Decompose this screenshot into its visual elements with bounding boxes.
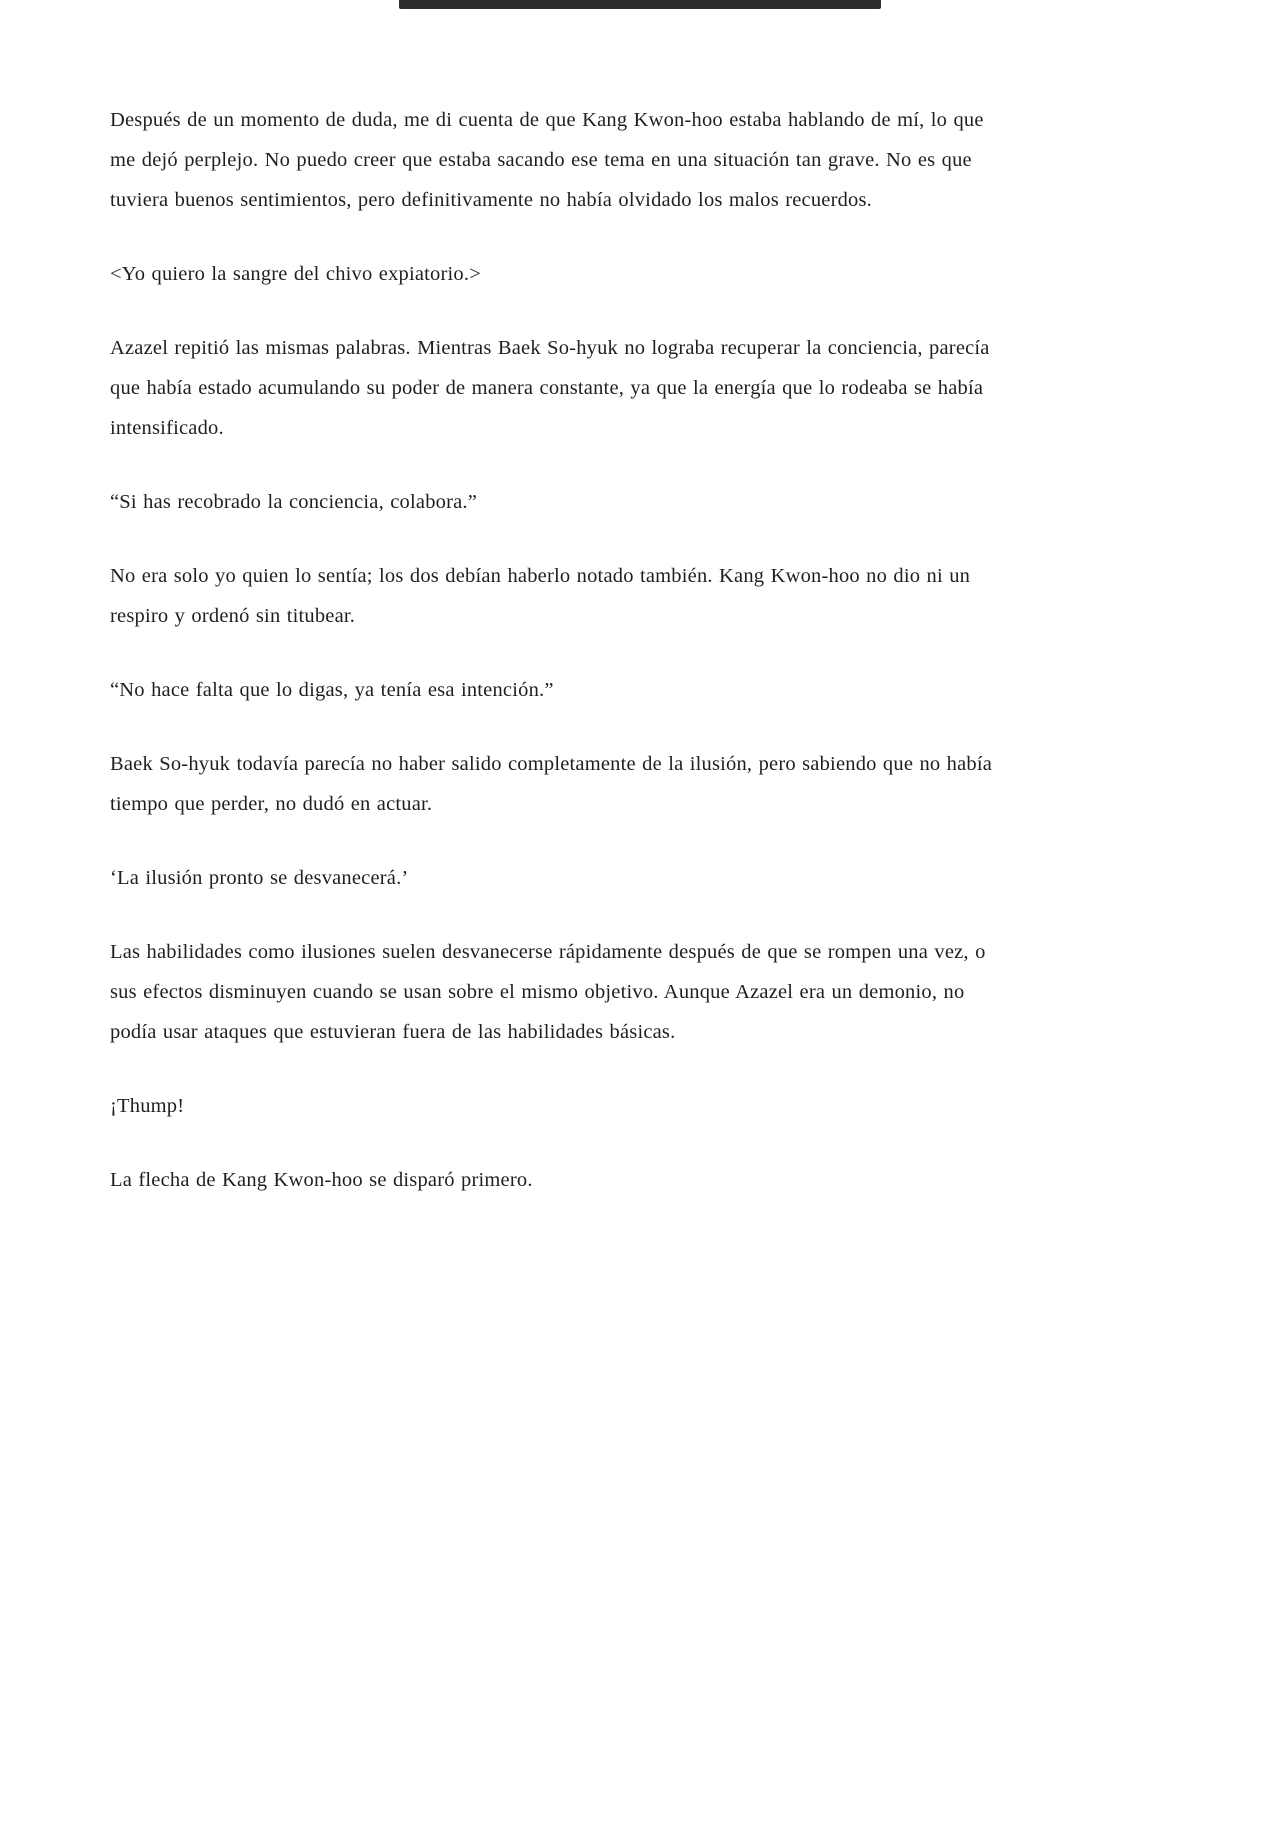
paragraph: ‘La ilusión pronto se desvanecerá.’: [110, 867, 409, 889]
paragraph: “No hace falta que lo digas, ya tenía esa intención.”: [110, 679, 554, 701]
paragraph: ¡Thump!: [110, 1095, 185, 1117]
paragraph: La flecha de Kang Kwon-hoo se disparó primero.: [110, 1169, 533, 1191]
paragraph: Baek So-hyuk todavía parecía no haber salido completamente de la ilusión, pero sabiendo que no había tiempo que perder, no dudó en actuar.: [110, 753, 993, 815]
paragraph: Las habilidades como ilusiones suelen desvanecerse rápidamente después de que se rompen una vez, o sus efectos disminuyen cuando se usan sobre el mismo objetivo. Aunque Azazel era un demonio, no podía usar ataques que estuvieran fuera de las habilidades básicas.: [110, 941, 986, 1043]
paragraph: <Yo quiero la sangre del chivo expiatorio.>: [110, 263, 481, 285]
chapter-text: [110, 100, 998, 1234]
top-bar: [399, 0, 881, 9]
paragraph: Azazel repitió las mismas palabras. Mientras Baek So-hyuk no lograba recuperar la conciencia, parecía que había estado acumulando su poder de manera constante, ya que la energía que lo rodeaba se había intensificado.: [110, 337, 990, 439]
paragraph: No era solo yo quien lo sentía; los dos debían haberlo notado también. Kang Kwon-hoo no dio ni un respiro y ordenó sin titubear.: [110, 565, 971, 627]
paragraph: “Si has recobrado la conciencia, colabora.”: [110, 491, 478, 513]
paragraph: Después de un momento de duda, me di cuenta de que Kang Kwon-hoo estaba hablando de mí, lo que me dejó perplejo. No puedo creer que estaba sacando ese tema en una situación tan grave. No es que tuviera buenos sentimientos, pero definitivamente no había olvidado los malos recuerdos.: [110, 109, 984, 211]
